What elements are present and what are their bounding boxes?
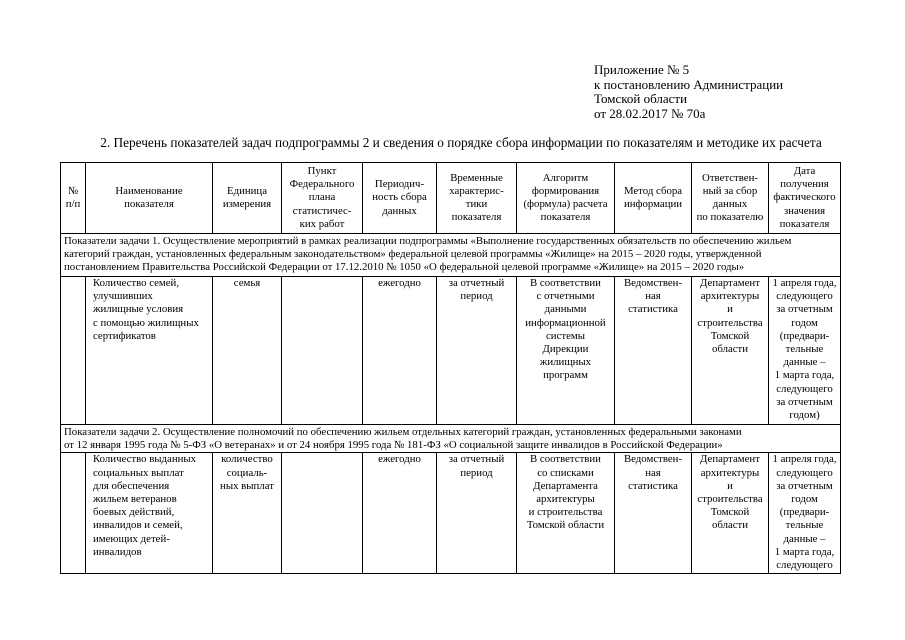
appendix-date-number: от 28.02.2017 № 70а [594,105,706,121]
column-header-indicator-name: Наименование показателя [86,163,213,234]
section-heading: Показатели задачи 1. Осуществление мероприятий в рамках реализации подпрограммы «Выполнение государственных обязательств по обеспечению жильем категорий граждан, установленных федеральным законодательством» федеральной целевой программы «Жилище» на 2015 – 2020 годы, утвержденной постановлением Правительства Российской Федерации от 17.12.2010 № 1050 «О федеральной целевой программе «Жилище» на 2015 – 2020 годы» [61,234,841,277]
cell-algorithm: В соответствии с отчетными данными информационной системы Дирекции жилищных программ [517,277,615,425]
column-header-periodicity: Периодич- ность сбора данных [363,163,437,234]
column-header-algorithm: Алгоритм формирования (формула) расчета показателя [517,163,615,234]
cell-number [61,453,86,574]
cell-unit: семья [213,277,282,425]
cell-responsible: Департамент архитектуры и строительства Томской области [692,277,769,425]
cell-number [61,277,86,425]
column-header-collection-method: Метод сбора информации [615,163,692,234]
column-header-unit: Единица измерения [213,163,282,234]
cell-time-characteristics: за отчетный период [437,453,517,574]
table-row [61,277,841,425]
appendix-block [594,63,783,121]
appendix-region: Томской области [594,91,688,107]
column-header-actual-value-date: Дата получения фактического значения показателя [769,163,841,234]
appendix-resolution: к постановлению Администрации [594,76,784,92]
cell-unit: количество социаль- ных выплат [213,453,282,574]
section-row [61,425,841,453]
cell-algorithm: В соответствии со списками Департамента архитектуры и строительства Томской области [517,453,615,574]
cell-periodicity: ежегодно [363,453,437,574]
table-row [61,453,841,574]
cell-actual-value-date: 1 апреля года, следующего за отчетным годом (предвари- тельные данные – 1 марта года, следующего [769,453,841,574]
column-header-number: № п/п [61,163,86,234]
column-header-plan-item: Пункт Федерального плана статистичес- ких работ [282,163,363,234]
cell-actual-value-date: 1 апреля года, следующего за отчетным годом (предвари- тельные данные – 1 марта года, следующего за отчетным годом) [769,277,841,425]
cell-periodicity: ежегодно [363,277,437,425]
section-row [61,234,841,277]
indicators-table [60,162,841,574]
document-title: 2. Перечень показателей задач подпрограммы 2 и сведения о порядке сбора информации по показателям и методике их расчета [100,135,822,150]
cell-time-characteristics: за отчетный период [437,277,517,425]
cell-responsible: Департамент архитектуры и строительства Томской области [692,453,769,574]
cell-collection-method: Ведомствен- ная статистика [615,277,692,425]
cell-plan-item [282,453,363,574]
appendix-number: Приложение № 5 [594,62,690,77]
column-header-responsible: Ответствен- ный за сбор данных по показателю [692,163,769,234]
cell-indicator-name: Количество семей, улучшивших жилищные условия с помощью жилищных сертификатов [86,277,213,425]
cell-collection-method: Ведомствен- ная статистика [615,453,692,574]
cell-plan-item [282,277,363,425]
table-header-row [61,163,841,234]
cell-indicator-name: Количество выданных социальных выплат для обеспечения жильем ветеранов боевых действий, инвалидов и семей, имеющих детей- инвалидов [86,453,213,574]
column-header-time-characteristics: Временные характерис- тики показателя [437,163,517,234]
section-heading: Показатели задачи 2. Осуществление полномочий по обеспечению жильем отдельных категорий граждан, установленных федеральными законами от 12 января 1995 года № 5-ФЗ «О ветеранах» и от 24 ноября 1995 года № 181-ФЗ «О социальной защите инвалидов в Российской Федерации» [61,425,841,453]
